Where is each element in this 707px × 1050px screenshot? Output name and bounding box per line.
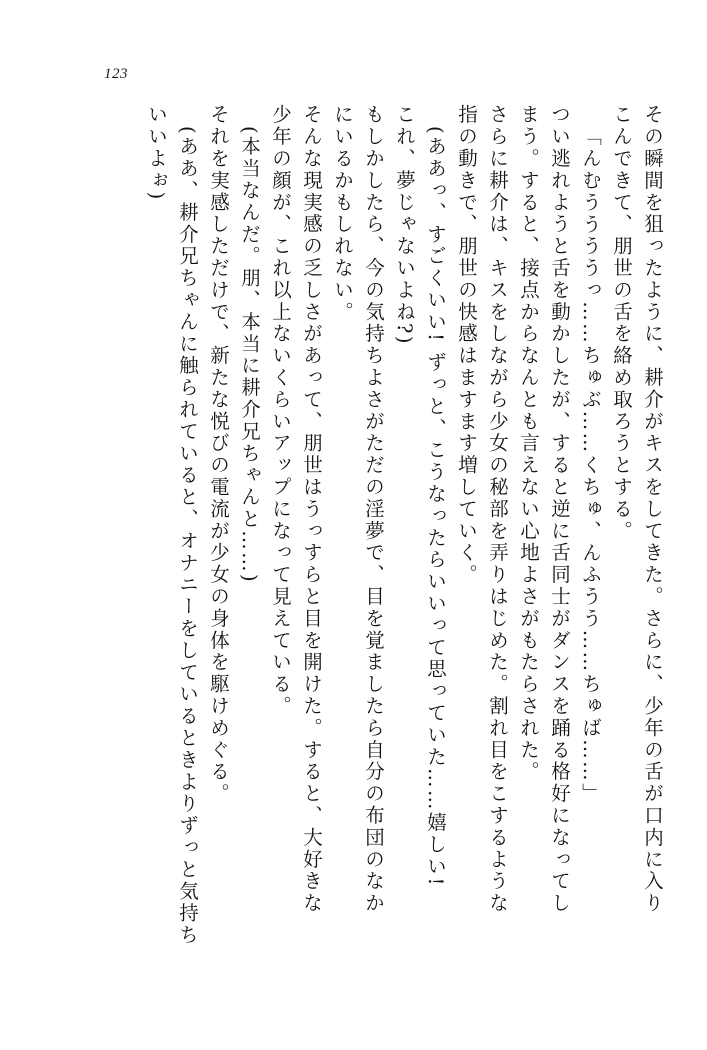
text-column: (ああっ、すごくいい! ずっと、こうなったらいいって思っていた……嬉しい! — [424, 126, 447, 888]
text-column: これ、夢じゃないよね?) — [393, 104, 416, 346]
text-column: さらに耕介は、キスをしながら少女の秘部を弄りはじめた。割れ目をこするような — [486, 104, 509, 915]
text-column: 指の動きで、朋世の快感はますます増していく。 — [455, 104, 478, 586]
text-column: 少年の顔が、これ以上ないくらいアップになって見えている。 — [269, 104, 292, 718]
text-column: こんできて、朋世の舌を絡め取ろうとする。 — [610, 104, 633, 542]
text-column: (本当なんだ。朋、本当に耕介兄ちゃんと……) — [238, 126, 261, 585]
text-column: にいるかもしれない。 — [331, 104, 354, 323]
text-column: その瞬間を狙ったように、耕介がキスをしてきた。さらに、少年の舌が口内に入り — [641, 104, 664, 915]
text-column: まう。すると、接点からなんとも言えない心地よさがもたらされた。 — [517, 104, 540, 783]
text-column: それを実感しただけで、新たな悦びの電流が少女の身体を駆けめぐる。 — [207, 104, 230, 805]
text-column: (ああ、耕介兄ちゃんに触られていると、オナニーをしているときよりずっと気持ち — [176, 126, 199, 947]
text-column: 「んむううううっ……ちゅぶ……くちゅ、んふうう……ちゅば……」 — [579, 126, 602, 805]
text-column: もしかしたら、今の気持ちよさがただの淫夢で、目を覚ましたら自分の布団のなか — [362, 104, 385, 915]
text-column: そんな現実感の乏しさがあって、朋世はうっすらと目を開けた。すると、大好きな — [300, 104, 323, 915]
page-number: 123 — [104, 66, 128, 82]
body-text — [62, 104, 662, 974]
text-column: つい逃れようと舌を動かしたが、すると逆に舌同士がダンスを踊る格好になってし — [548, 104, 571, 915]
text-column: いいよぉ) — [145, 104, 168, 202]
